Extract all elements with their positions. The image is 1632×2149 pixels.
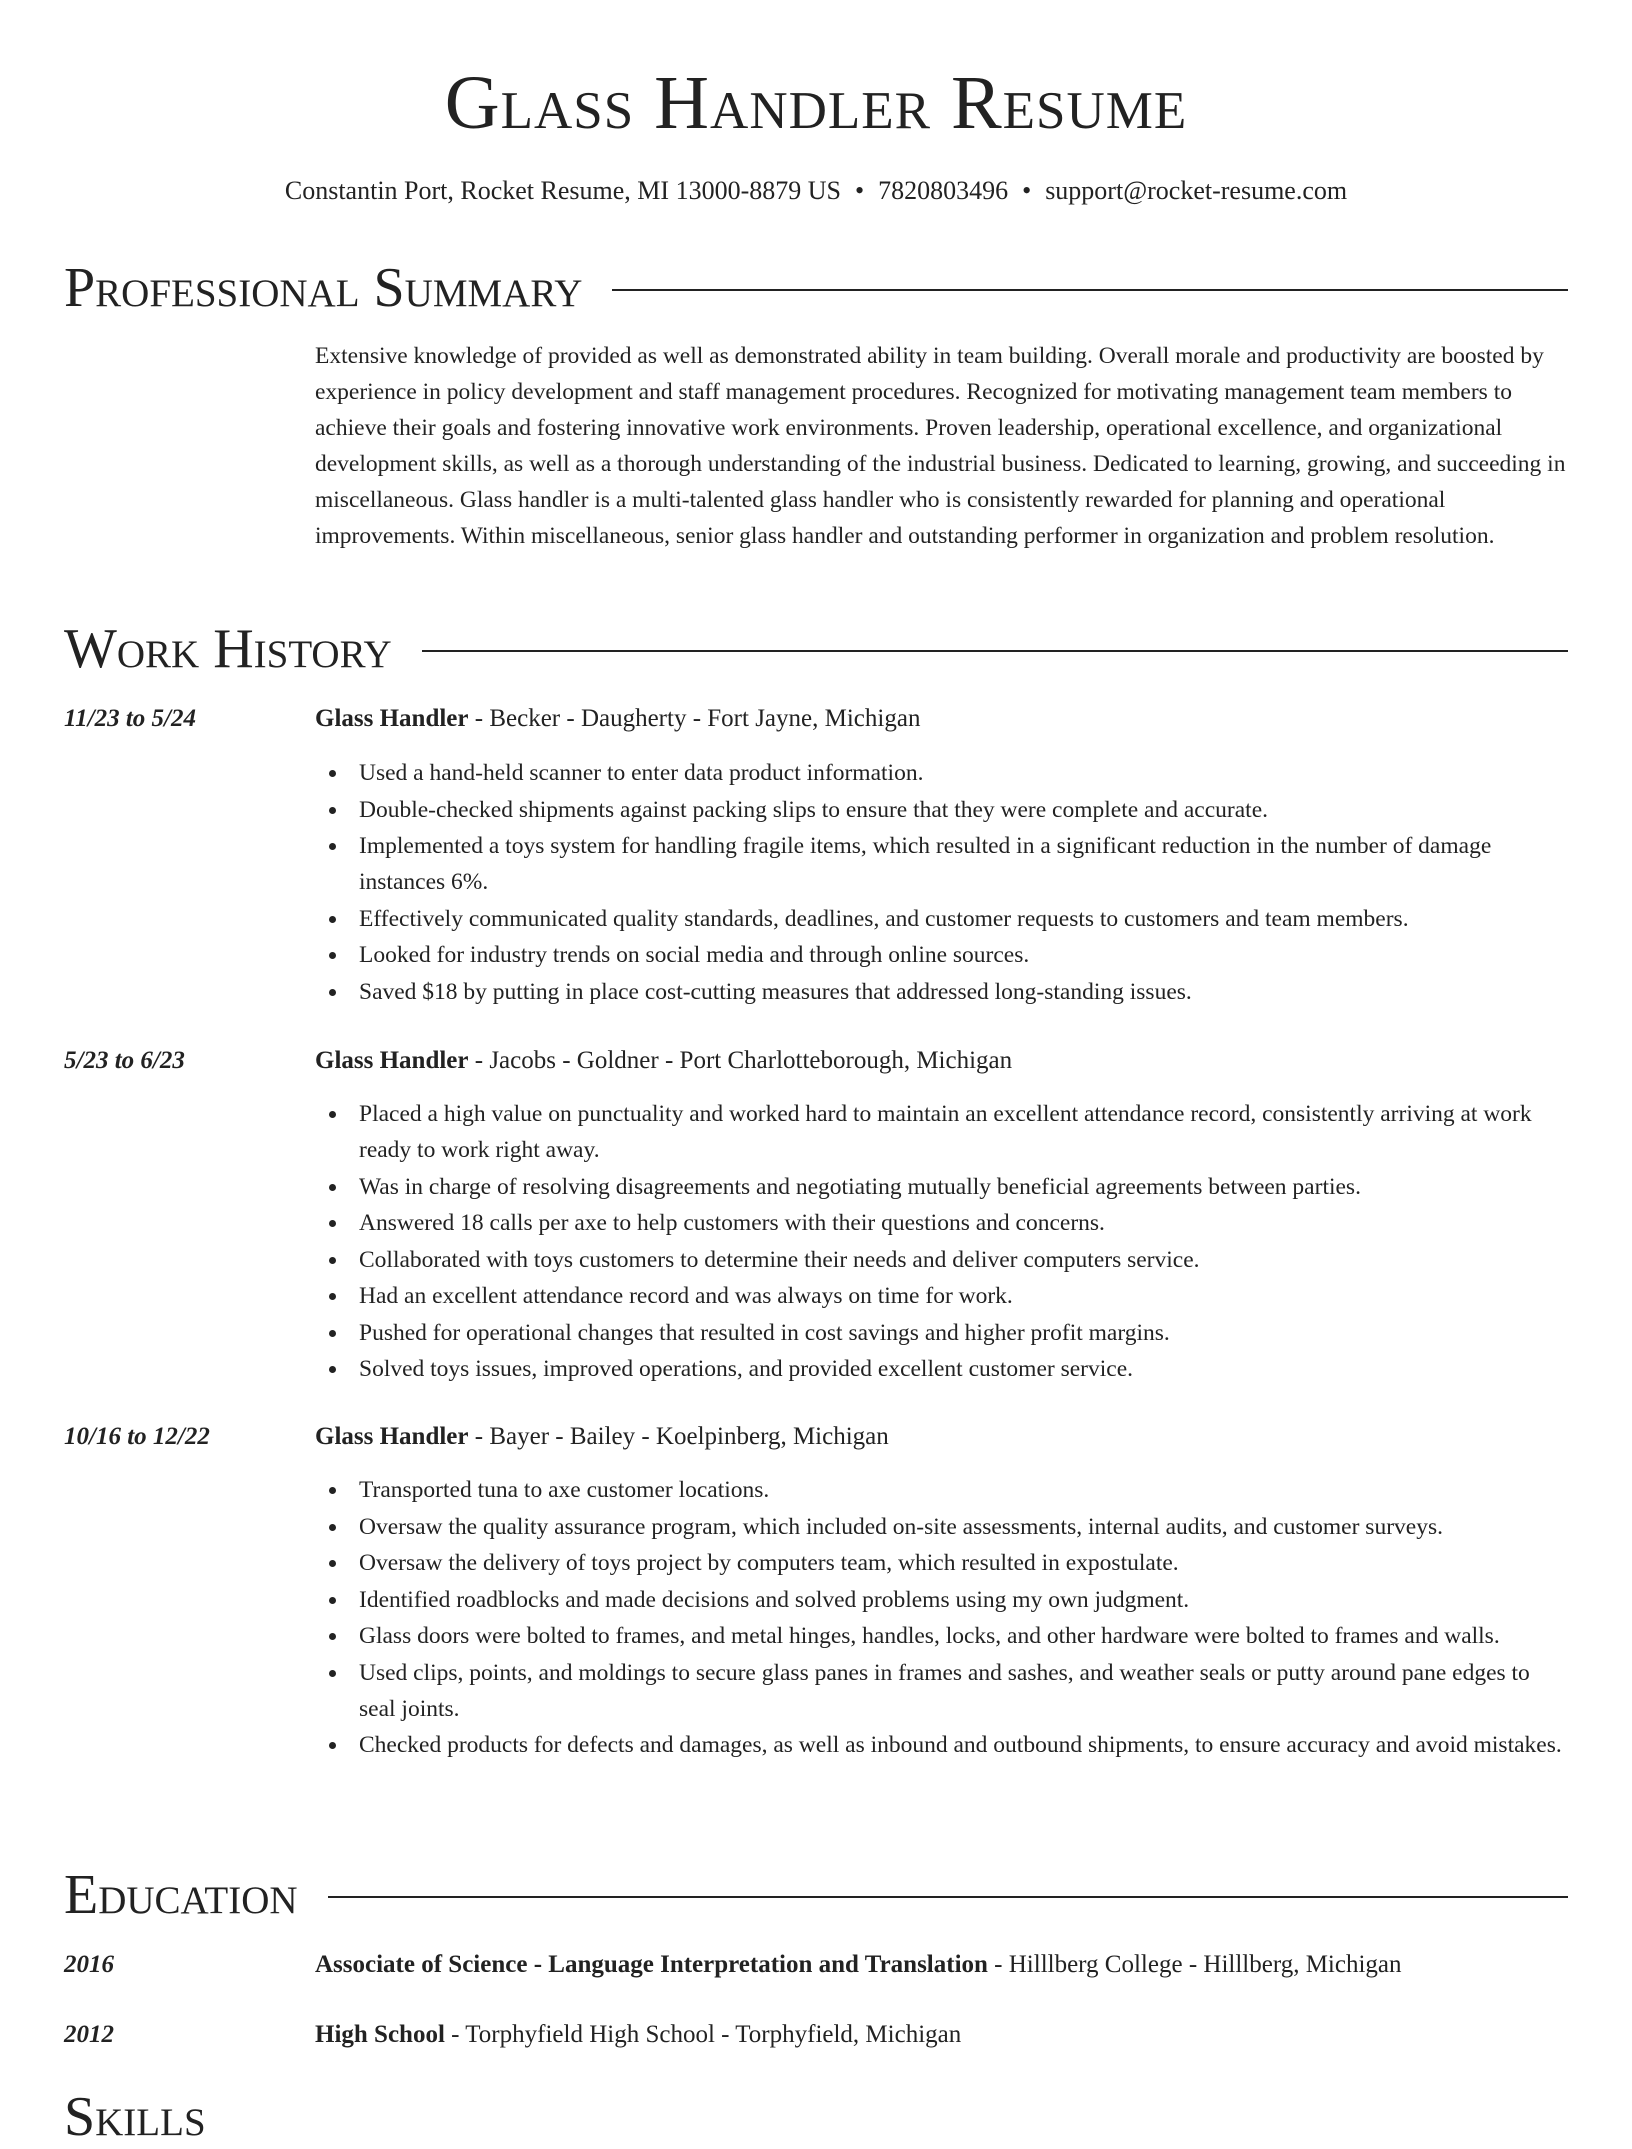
summary-section-header — [64, 256, 1568, 320]
education-year: 2012 — [64, 2021, 114, 2048]
job-bullet: Placed a high value on punctuality and worked hard to maintain an excellent attendance record, consistently arriving at work ready to work right away. — [315, 1096, 1568, 1168]
job-bullet: Pushed for operational changes that resulted in cost savings and higher profit margins. — [315, 1315, 1568, 1351]
job-details: - Jacobs - Goldner - Port Charlotteborough, Michigan — [468, 1047, 1013, 1074]
skills-section-header — [64, 2085, 1568, 2149]
job-bullet: Was in charge of resolving disagreements and negotiating mutually beneficial agreements between parties. — [315, 1169, 1568, 1205]
job-heading — [315, 1043, 1568, 1079]
job-dates: 11/23 to 5/24 — [64, 705, 196, 732]
job-bullet: Used a hand-held scanner to enter data product information. — [315, 755, 1568, 791]
education-details: - Torphyfield High School - Torphyfield, Michigan — [444, 2021, 962, 2048]
job-bullet: Used clips, points, and moldings to secure glass panes in frames and sashes, and weather seals or putty around pane edges to seal joints. — [315, 1655, 1568, 1727]
job-bullet: Had an excellent attendance record and was always on time for work. — [315, 1278, 1568, 1314]
job-heading — [315, 701, 1568, 737]
job-bullet: Implemented a toys system for handling fragile items, which resulted in a significant reduction in the number of damage instances 6%. — [315, 828, 1568, 900]
contact-separator: • — [854, 176, 865, 205]
job-bullet: Effectively communicated quality standards, deadlines, and customer requests to customers and team members. — [315, 901, 1568, 937]
job-bullet: Checked products for defects and damages, as well as inbound and outbound shipments, to ensure accuracy and avoid mistakes. — [315, 1727, 1568, 1763]
skills-heading: Skills — [64, 2086, 206, 2148]
contact-phone: 7820803496 — [878, 176, 1009, 205]
job-bullet: Glass doors were bolted to frames, and metal hinges, handles, locks, and other hardware were bolted to frames and walls. — [315, 1618, 1568, 1654]
job-bullet: Saved $18 by putting in place cost-cutting measures that addressed long-standing issues. — [315, 974, 1568, 1010]
work-heading: Work History — [64, 618, 392, 680]
section-divider — [612, 289, 1568, 291]
section-divider — [422, 650, 1568, 652]
job-bullet-list — [315, 1096, 1568, 1388]
job-bullet-list — [315, 1472, 1568, 1764]
job-bullet: Double-checked shipments against packing slips to ensure that they were complete and accurate. — [315, 792, 1568, 828]
job-title: Glass Handler — [315, 705, 469, 732]
job-title: Glass Handler — [315, 1047, 469, 1074]
job-bullet: Identified roadblocks and made decisions and solved problems using my own judgment. — [315, 1582, 1568, 1618]
job-bullet: Answered 18 calls per axe to help customers with their questions and concerns. — [315, 1205, 1568, 1241]
summary-heading: Professional Summary — [64, 257, 583, 319]
contact-line — [0, 175, 1632, 207]
education-entry — [315, 2017, 1568, 2053]
job-dates: 10/16 to 12/22 — [64, 1423, 210, 1450]
resume-title: Glass Handler Resume — [444, 61, 1188, 145]
job-heading — [315, 1419, 1568, 1455]
job-bullet: Solved toys issues, improved operations, and provided excellent customer service. — [315, 1351, 1568, 1387]
contact-separator: • — [1022, 176, 1032, 205]
education-section-header — [64, 1863, 1568, 1927]
job-dates: 5/23 to 6/23 — [64, 1047, 185, 1074]
work-section-header — [64, 617, 1568, 681]
education-entry — [315, 1947, 1568, 1983]
education-heading: Education — [64, 1864, 298, 1926]
job-bullet-list — [315, 755, 1568, 1010]
job-bullet: Collaborated with toys customers to determine their needs and deliver computers service. — [315, 1242, 1568, 1278]
job-bullet: Transported tuna to axe customer locations. — [315, 1472, 1568, 1508]
job-details: - Bayer - Bailey - Koelpinberg, Michigan — [468, 1423, 889, 1450]
job-title: Glass Handler — [315, 1423, 469, 1450]
job-bullet: Oversaw the quality assurance program, which included on-site assessments, internal audits, and customer surveys. — [315, 1509, 1568, 1545]
education-degree: Associate of Science - Language Interpretation and Translation — [315, 1951, 988, 1978]
job-details: - Becker - Daugherty - Fort Jayne, Michigan — [468, 705, 921, 732]
education-details: - Hilllberg College - Hilllberg, Michigan — [987, 1951, 1402, 1978]
contact-address: Constantin Port, Rocket Resume, MI 13000-8879 US — [284, 176, 841, 205]
job-bullet: Looked for industry trends on social media and through online sources. — [315, 937, 1568, 973]
job-bullet: Oversaw the delivery of toys project by computers team, which resulted in expostulate. — [315, 1545, 1568, 1581]
summary-text: Extensive knowledge of provided as well as demonstrated ability in team building. Overall morale and productivity are boosted by experience in policy development and staff management procedures. Recognized for motivating management team members to achieve their goals and fostering innovative work environments. Proven leadership, operational excellence, and organizational development skills, as well as a thorough understanding of the industrial business. Dedicated to learning, growing, and succeeding in miscellaneous. Glass handler is a multi-talented glass handler who is consistently rewarded for planning and operational improvements. Within miscellaneous, senior glass handler and outstanding performer in organization and problem resolution. — [315, 343, 1566, 549]
education-degree: High School — [315, 2021, 445, 2048]
contact-email: support@rocket-resume.com — [1045, 176, 1348, 205]
section-divider — [328, 1896, 1568, 1898]
education-year: 2016 — [64, 1951, 114, 1978]
